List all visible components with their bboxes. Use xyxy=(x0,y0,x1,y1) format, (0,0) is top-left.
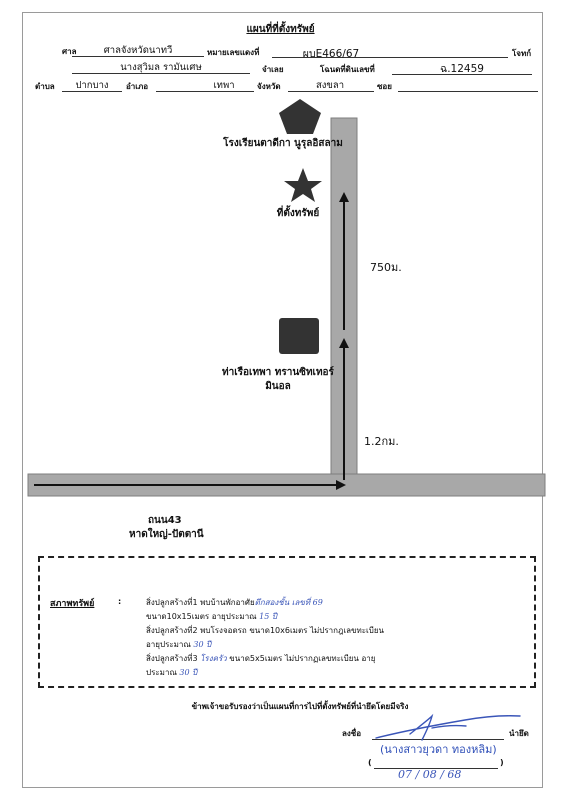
defendant-value: นางสุวิมล รามันเศษ xyxy=(120,62,202,73)
asset-line-6 xyxy=(146,666,197,679)
pier-square-icon xyxy=(279,318,319,354)
asset-line-5 xyxy=(146,652,375,665)
assets-colon: : xyxy=(118,597,122,606)
asset-line-3: สิ่งปลูกสร้างที่2 พบโรงจอดรถ ขนาด10x6เมตร ไม่ปรากฎเลขทะเบียน xyxy=(146,626,385,635)
road-name-line1: ถนน43 xyxy=(148,515,182,526)
certification-statement: ข้าพเจ้าขอรับรองว่าเป็นแผนที่การไปที่ตั้งทรัพย์ที่นำยึดโดยมีจริง xyxy=(191,702,409,711)
signature-date: 07 / 08 / 68 xyxy=(398,768,462,781)
asset-line-1-handwritten: ตึกสองชั้น เลขที่ 69 xyxy=(254,598,323,607)
asset-line-1 xyxy=(146,596,323,609)
property-label: ที่ตั้งทรัพย์ xyxy=(276,208,320,219)
asset-line-4-handwritten: 30 ปี xyxy=(193,640,212,649)
property-star-icon xyxy=(284,168,322,202)
district-value: เทพา xyxy=(213,80,235,91)
court-label: ศาล xyxy=(62,47,77,56)
asset-line-5-text-a: สิ่งปลูกสร้างที่3 xyxy=(146,654,198,663)
deed-label: โฉนดที่ดินเลขที่ xyxy=(320,65,375,74)
asset-line-5-handwritten: โรงครัว xyxy=(200,654,227,663)
role-label: นำยึด xyxy=(509,729,529,738)
date-open-paren: ( xyxy=(368,758,372,767)
asset-line-4 xyxy=(146,638,211,651)
court-value: ศาลจังหวัดนาทวี xyxy=(103,45,173,56)
asset-line-6-text: ประมาณ xyxy=(146,668,177,677)
asset-line-5-text-b: ขนาด5x5เมตร ไม่ปรากฏเลขทะเบียน อายุ xyxy=(229,654,376,663)
distance-lower: 1.2กม. xyxy=(364,435,399,448)
asset-description-box xyxy=(38,556,536,688)
asset-line-2 xyxy=(146,610,277,623)
school-pentagon-icon xyxy=(279,99,321,134)
case-value: ผบE466/67 xyxy=(302,48,360,60)
asset-line-6-handwritten: 30 ปี xyxy=(179,668,198,677)
province-value: สงขลา xyxy=(315,80,345,91)
school-label: โรงเรียนตาดีกา นูรุลอิสลาม xyxy=(223,138,343,149)
asset-line-4-text: อายุประมาณ xyxy=(146,640,191,649)
assets-label: สภาพทรัพย์ xyxy=(50,599,95,609)
subdistrict-label: ตำบล xyxy=(35,82,55,91)
subdistrict-value: ปากบาง xyxy=(75,80,109,91)
province-label: จังหวัด xyxy=(257,82,281,91)
distance-upper: 750ม. xyxy=(370,261,402,274)
district-label: อำเภอ xyxy=(126,82,149,91)
defendant-label: จำเลย xyxy=(262,65,284,74)
pier-label: ท่าเรือเทพา ทรานซิทเทอร์มินอล xyxy=(222,367,334,392)
printed-name: (นางสาวยุวดา ทองหลิม) xyxy=(380,743,497,756)
plaintiff-label: โจทก์ xyxy=(512,49,532,58)
asset-line-2-handwritten: 15 ปี xyxy=(259,612,277,621)
document-title: แผนที่ที่ตั้งทรัพย์ xyxy=(246,24,315,35)
asset-line-2-text: ขนาด10x15เมตร อายุประมาณ xyxy=(146,612,257,621)
date-close-paren: ) xyxy=(500,758,504,767)
road-label: ซอย xyxy=(377,82,392,91)
asset-line-1-text: สิ่งปลูกสร้างที่1 พบบ้านพักอาศัย xyxy=(146,598,255,607)
road-name-line2: หาดใหญ่-ปัตตานี xyxy=(129,529,204,540)
deed-value: ฉ.12459 xyxy=(440,63,484,75)
sign-label: ลงชื่อ xyxy=(342,729,362,738)
case-label: หมายเลขแดงที่ xyxy=(207,48,260,57)
